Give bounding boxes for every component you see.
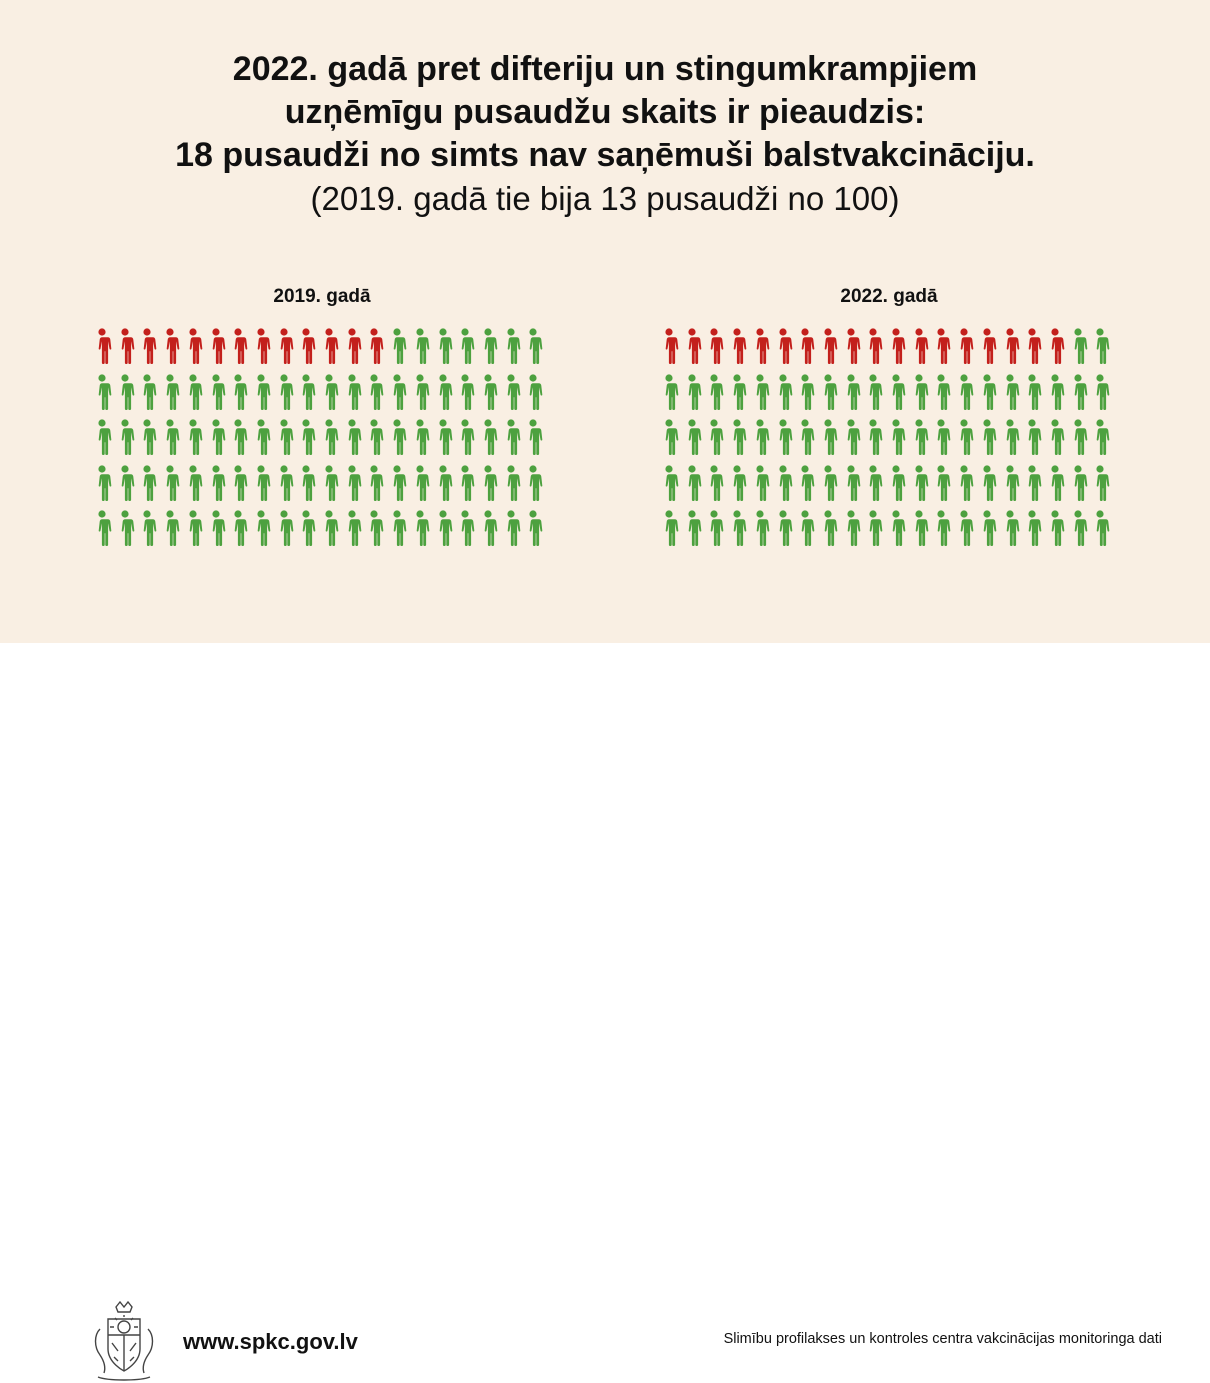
- person-icon-vaccinated: [455, 328, 475, 364]
- person-icon-vaccinated: [659, 419, 679, 455]
- person-icon-vaccinated: [319, 419, 339, 455]
- footer: [0, 643, 1210, 1354]
- person-icon-vaccinated: [886, 465, 906, 501]
- person-icon-vaccinated: [773, 374, 793, 410]
- person-icon-vaccinated: [931, 419, 951, 455]
- person-icon-vaccinated: [206, 465, 226, 501]
- person-icon-vaccinated: [92, 419, 112, 455]
- person-icon-vaccinated: [659, 510, 679, 546]
- person-icon-vaccinated: [364, 419, 384, 455]
- person-icon-vaccinated: [115, 374, 135, 410]
- person-icon-vaccinated: [659, 374, 679, 410]
- person-icon-vaccinated: [750, 510, 770, 546]
- pictogram-chart-2022: [659, 282, 1119, 558]
- person-icon-vaccinated: [1090, 465, 1110, 501]
- chart-title-2022: 2022. gadā: [840, 286, 938, 307]
- person-icon-unvaccinated: [931, 328, 951, 364]
- person-icon-unvaccinated: [863, 328, 883, 364]
- person-icon-vaccinated: [455, 510, 475, 546]
- person-icon-vaccinated: [251, 465, 271, 501]
- person-icon-vaccinated: [704, 510, 724, 546]
- person-icon-vaccinated: [115, 419, 135, 455]
- person-icon-vaccinated: [727, 374, 747, 410]
- title-line-4: (2019. gadā tie bija 13 pusaudži no 100): [310, 180, 900, 217]
- person-icon-vaccinated: [410, 510, 430, 546]
- person-icon-vaccinated: [433, 328, 453, 364]
- person-icon-vaccinated: [1000, 419, 1020, 455]
- person-icon-vaccinated: [160, 465, 180, 501]
- person-icon-unvaccinated: [115, 328, 135, 364]
- person-icon-unvaccinated: [251, 328, 271, 364]
- person-icon-vaccinated: [501, 419, 521, 455]
- person-icon-unvaccinated: [750, 328, 770, 364]
- person-icon-vaccinated: [387, 374, 407, 410]
- person-icon-vaccinated: [886, 510, 906, 546]
- person-icon-vaccinated: [206, 419, 226, 455]
- person-icon-vaccinated: [795, 374, 815, 410]
- person-icon-unvaccinated: [886, 328, 906, 364]
- person-icon-vaccinated: [773, 465, 793, 501]
- person-icon-vaccinated: [1068, 328, 1088, 364]
- pictogram-chart-2019: [92, 282, 552, 558]
- person-icon-vaccinated: [160, 510, 180, 546]
- person-icon-vaccinated: [364, 465, 384, 501]
- person-icon-vaccinated: [841, 465, 861, 501]
- latvia-coat-of-arms-icon: [88, 1299, 160, 1383]
- pictogram-grid-2022: [659, 328, 1119, 558]
- page-title: [0, 48, 1210, 220]
- person-icon-vaccinated: [115, 510, 135, 546]
- person-icon-vaccinated: [387, 465, 407, 501]
- person-icon-vaccinated: [863, 419, 883, 455]
- data-source-note: Slimību profilakses un kontroles centra vakcinācijas monitoringa dati: [723, 1331, 1162, 1347]
- person-icon-vaccinated: [1068, 374, 1088, 410]
- person-icon-vaccinated: [274, 465, 294, 501]
- person-icon-vaccinated: [433, 419, 453, 455]
- person-icon-vaccinated: [296, 465, 316, 501]
- person-icon-unvaccinated: [909, 328, 929, 364]
- person-icon-unvaccinated: [954, 328, 974, 364]
- person-icon-unvaccinated: [92, 328, 112, 364]
- person-icon-vaccinated: [478, 328, 498, 364]
- person-icon-vaccinated: [1090, 328, 1110, 364]
- person-icon-unvaccinated: [183, 328, 203, 364]
- person-icon-vaccinated: [319, 374, 339, 410]
- person-icon-vaccinated: [296, 510, 316, 546]
- person-icon-unvaccinated: [137, 328, 157, 364]
- person-icon-vaccinated: [183, 374, 203, 410]
- person-icon-vaccinated: [954, 374, 974, 410]
- person-icon-vaccinated: [818, 510, 838, 546]
- person-icon-vaccinated: [92, 465, 112, 501]
- person-icon-vaccinated: [750, 374, 770, 410]
- person-icon-unvaccinated: [977, 328, 997, 364]
- person-icon-vaccinated: [137, 374, 157, 410]
- title-line-1: 2022. gadā pret difteriju un stingumkrampjiem: [232, 50, 978, 88]
- person-icon-vaccinated: [137, 510, 157, 546]
- person-icon-vaccinated: [863, 510, 883, 546]
- person-icon-vaccinated: [433, 510, 453, 546]
- person-icon-unvaccinated: [274, 328, 294, 364]
- person-icon-vaccinated: [228, 465, 248, 501]
- person-icon-vaccinated: [795, 419, 815, 455]
- person-icon-unvaccinated: [773, 328, 793, 364]
- person-icon-vaccinated: [387, 510, 407, 546]
- person-icon-vaccinated: [886, 374, 906, 410]
- person-icon-vaccinated: [251, 510, 271, 546]
- person-icon-vaccinated: [228, 374, 248, 410]
- person-icon-vaccinated: [160, 419, 180, 455]
- person-icon-unvaccinated: [206, 328, 226, 364]
- person-icon-vaccinated: [682, 510, 702, 546]
- person-icon-vaccinated: [523, 419, 543, 455]
- person-icon-vaccinated: [137, 465, 157, 501]
- person-icon-unvaccinated: [682, 328, 702, 364]
- person-icon-vaccinated: [818, 465, 838, 501]
- person-icon-vaccinated: [342, 374, 362, 410]
- person-icon-unvaccinated: [1000, 328, 1020, 364]
- person-icon-vaccinated: [659, 465, 679, 501]
- person-icon-vaccinated: [342, 510, 362, 546]
- person-icon-vaccinated: [1068, 510, 1088, 546]
- person-icon-vaccinated: [115, 465, 135, 501]
- person-icon-vaccinated: [296, 419, 316, 455]
- person-icon-vaccinated: [1045, 465, 1065, 501]
- person-icon-vaccinated: [1022, 465, 1042, 501]
- person-icon-unvaccinated: [319, 328, 339, 364]
- person-icon-vaccinated: [954, 510, 974, 546]
- person-icon-vaccinated: [501, 374, 521, 410]
- person-icon-vaccinated: [455, 465, 475, 501]
- person-icon-vaccinated: [886, 419, 906, 455]
- person-icon-vaccinated: [455, 374, 475, 410]
- website-link[interactable]: www.spkc.gov.lv: [183, 1329, 358, 1354]
- person-icon-vaccinated: [523, 328, 543, 364]
- person-icon-vaccinated: [818, 374, 838, 410]
- person-icon-vaccinated: [1090, 510, 1110, 546]
- person-icon-vaccinated: [727, 419, 747, 455]
- person-icon-vaccinated: [1000, 374, 1020, 410]
- chart-title-2019: 2019. gadā: [273, 286, 371, 307]
- person-icon-vaccinated: [977, 510, 997, 546]
- person-icon-vaccinated: [342, 465, 362, 501]
- person-icon-vaccinated: [841, 419, 861, 455]
- person-icon-vaccinated: [841, 374, 861, 410]
- person-icon-vaccinated: [1022, 374, 1042, 410]
- person-icon-vaccinated: [1090, 419, 1110, 455]
- person-icon-vaccinated: [1045, 419, 1065, 455]
- person-icon-vaccinated: [704, 465, 724, 501]
- person-icon-vaccinated: [931, 510, 951, 546]
- person-icon-vaccinated: [818, 419, 838, 455]
- person-icon-vaccinated: [750, 465, 770, 501]
- person-icon-vaccinated: [251, 419, 271, 455]
- person-icon-unvaccinated: [364, 328, 384, 364]
- person-icon-unvaccinated: [727, 328, 747, 364]
- person-icon-vaccinated: [977, 419, 997, 455]
- person-icon-vaccinated: [841, 510, 861, 546]
- person-icon-unvaccinated: [1022, 328, 1042, 364]
- person-icon-vaccinated: [137, 419, 157, 455]
- person-icon-vaccinated: [523, 510, 543, 546]
- person-icon-vaccinated: [977, 374, 997, 410]
- person-icon-vaccinated: [364, 510, 384, 546]
- person-icon-vaccinated: [795, 465, 815, 501]
- person-icon-vaccinated: [501, 328, 521, 364]
- person-icon-vaccinated: [954, 419, 974, 455]
- title-line-2: uzņēmīgu pusaudžu skaits ir pieaudzis:: [284, 93, 926, 131]
- person-icon-vaccinated: [183, 419, 203, 455]
- person-icon-vaccinated: [909, 374, 929, 410]
- title-line-3: 18 pusaudži no simts nav saņēmuši balstvakcināciju.: [175, 136, 1035, 174]
- person-icon-vaccinated: [931, 374, 951, 410]
- person-icon-vaccinated: [795, 510, 815, 546]
- person-icon-vaccinated: [92, 510, 112, 546]
- person-icon-vaccinated: [523, 465, 543, 501]
- person-icon-vaccinated: [274, 419, 294, 455]
- person-icon-vaccinated: [773, 419, 793, 455]
- person-icon-vaccinated: [319, 465, 339, 501]
- person-icon-unvaccinated: [704, 328, 724, 364]
- person-icon-vaccinated: [319, 510, 339, 546]
- person-icon-vaccinated: [704, 374, 724, 410]
- person-icon-vaccinated: [455, 419, 475, 455]
- person-icon-vaccinated: [704, 419, 724, 455]
- person-icon-vaccinated: [478, 419, 498, 455]
- person-icon-vaccinated: [478, 510, 498, 546]
- person-icon-vaccinated: [909, 465, 929, 501]
- person-icon-vaccinated: [750, 419, 770, 455]
- person-icon-vaccinated: [773, 510, 793, 546]
- person-icon-vaccinated: [682, 465, 702, 501]
- person-icon-vaccinated: [1090, 374, 1110, 410]
- person-icon-vaccinated: [1068, 419, 1088, 455]
- person-icon-vaccinated: [727, 510, 747, 546]
- person-icon-unvaccinated: [228, 328, 248, 364]
- person-icon-vaccinated: [160, 374, 180, 410]
- person-icon-vaccinated: [364, 374, 384, 410]
- person-icon-unvaccinated: [818, 328, 838, 364]
- person-icon-vaccinated: [342, 419, 362, 455]
- person-icon-vaccinated: [387, 419, 407, 455]
- person-icon-unvaccinated: [795, 328, 815, 364]
- person-icon-vaccinated: [1000, 465, 1020, 501]
- person-icon-unvaccinated: [296, 328, 316, 364]
- person-icon-vaccinated: [501, 465, 521, 501]
- person-icon-unvaccinated: [1045, 328, 1065, 364]
- person-icon-vaccinated: [183, 465, 203, 501]
- person-icon-vaccinated: [1045, 510, 1065, 546]
- person-icon-vaccinated: [274, 510, 294, 546]
- person-icon-vaccinated: [1045, 374, 1065, 410]
- person-icon-unvaccinated: [160, 328, 180, 364]
- person-icon-vaccinated: [1000, 510, 1020, 546]
- person-icon-vaccinated: [228, 510, 248, 546]
- person-icon-vaccinated: [977, 465, 997, 501]
- person-icon-vaccinated: [228, 419, 248, 455]
- person-icon-vaccinated: [523, 374, 543, 410]
- person-icon-vaccinated: [274, 374, 294, 410]
- person-icon-vaccinated: [251, 374, 271, 410]
- person-icon-vaccinated: [478, 465, 498, 501]
- pictogram-grid-2019: [92, 328, 552, 558]
- person-icon-vaccinated: [183, 510, 203, 546]
- person-icon-vaccinated: [863, 465, 883, 501]
- person-icon-vaccinated: [410, 328, 430, 364]
- person-icon-vaccinated: [909, 419, 929, 455]
- person-icon-unvaccinated: [342, 328, 362, 364]
- person-icon-vaccinated: [727, 465, 747, 501]
- person-icon-vaccinated: [410, 465, 430, 501]
- person-icon-vaccinated: [501, 510, 521, 546]
- person-icon-vaccinated: [954, 465, 974, 501]
- person-icon-vaccinated: [909, 510, 929, 546]
- person-icon-vaccinated: [682, 419, 702, 455]
- person-icon-vaccinated: [410, 419, 430, 455]
- person-icon-vaccinated: [433, 374, 453, 410]
- person-icon-vaccinated: [682, 374, 702, 410]
- content-panel: [0, 0, 1210, 643]
- person-icon-vaccinated: [863, 374, 883, 410]
- person-icon-vaccinated: [206, 374, 226, 410]
- person-icon-vaccinated: [931, 465, 951, 501]
- person-icon-vaccinated: [296, 374, 316, 410]
- person-icon-vaccinated: [1022, 419, 1042, 455]
- person-icon-vaccinated: [387, 328, 407, 364]
- person-icon-vaccinated: [1068, 465, 1088, 501]
- person-icon-vaccinated: [92, 374, 112, 410]
- person-icon-unvaccinated: [659, 328, 679, 364]
- person-icon-vaccinated: [433, 465, 453, 501]
- person-icon-vaccinated: [206, 510, 226, 546]
- person-icon-vaccinated: [1022, 510, 1042, 546]
- person-icon-vaccinated: [478, 374, 498, 410]
- person-icon-unvaccinated: [841, 328, 861, 364]
- person-icon-vaccinated: [410, 374, 430, 410]
